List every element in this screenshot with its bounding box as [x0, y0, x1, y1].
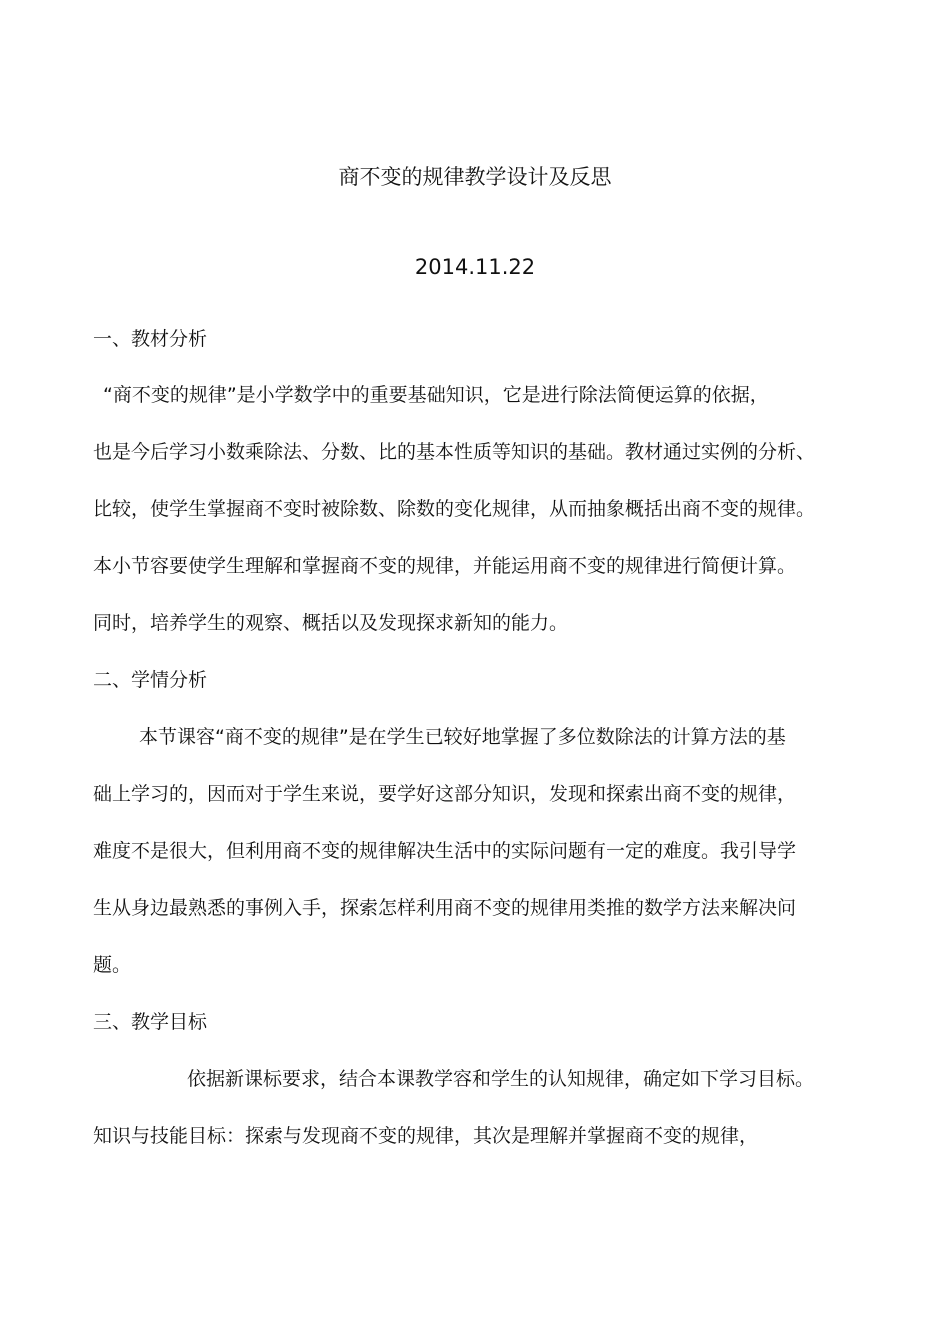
paragraph-line: 知识与技能目标：探索与发现商不变的规律，其次是理解并掌握商不变的规律，: [93, 1125, 759, 1147]
paragraph-line: “商不变的规律”是小学数学中的重要基础知识，它是进行除法简便运算的依据，: [103, 384, 769, 406]
paragraph-line: 同时，培养学生的观察、概括以及发现探求新知的能力。: [93, 612, 569, 634]
document-title: 商不变的规律教学设计及反思: [338, 165, 612, 189]
paragraph-line: 比较，使学生掌握商不变时被除数、除数的变化规律，从而抽象概括出商不变的规律。: [93, 498, 816, 520]
paragraph-line: 难度不是很大，但利用商不变的规律解决生活中的实际问题有一定的难度。我引导学: [93, 840, 797, 862]
paragraph-line: 本小节容要使学生理解和掌握商不变的规律，并能运用商不变的规律进行简便计算。: [93, 555, 797, 577]
section-heading-teaching-goals: 三、教学目标: [93, 1011, 208, 1033]
paragraph-line: 本节课容“商不变的规律”是在学生已较好地掌握了多位数除法的计算方法的基: [139, 726, 786, 748]
paragraph-line: 题。: [93, 954, 132, 976]
section-heading-student-analysis: 二、学情分析: [93, 669, 208, 691]
paragraph-line: 依据新课标要求，结合本课教学容和学生的认知规律，确定如下学习目标。: [187, 1068, 815, 1090]
paragraph-line: 也是今后学习小数乘除法、分数、比的基本性质等知识的基础。教材通过实例的分析、: [93, 441, 816, 463]
section-heading-textbook-analysis: 一、教材分析: [93, 328, 208, 350]
paragraph-line: 础上学习的，因而对于学生来说，要学好这部分知识，发现和探索出商不变的规律，: [93, 783, 797, 805]
document-date: 2014.11.22: [414, 255, 536, 279]
paragraph-line: 生从身边最熟悉的事例入手，探索怎样利用商不变的规律用类推的数学方法来解决问: [93, 897, 797, 919]
